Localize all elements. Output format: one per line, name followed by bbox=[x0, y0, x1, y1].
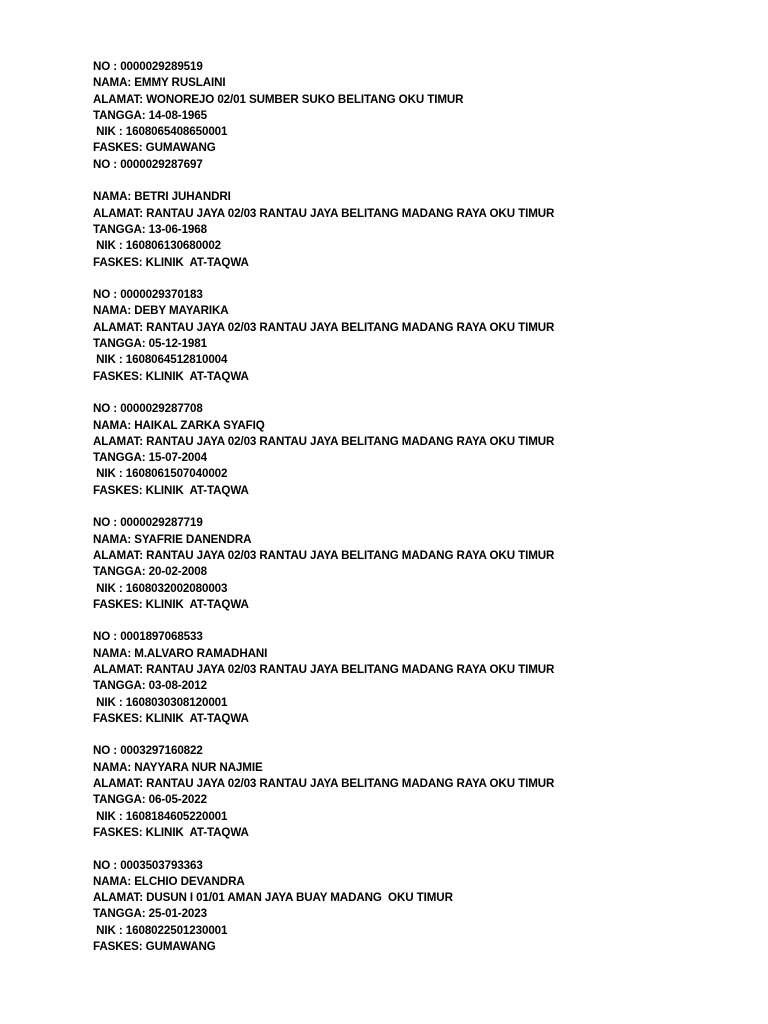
text-line: NAMA: EMMY RUSLAINI bbox=[93, 76, 226, 90]
text-line: NO : 0000029287708 bbox=[93, 402, 203, 416]
blank-line bbox=[93, 613, 733, 629]
text-line: NO : 0000029289519 bbox=[93, 60, 203, 73]
text-line: FASKES: KLINIK AT-TAQWA bbox=[93, 255, 249, 269]
text-line: FASKES: GUMAWANG bbox=[93, 141, 216, 155]
blank-line bbox=[93, 727, 733, 743]
text-line: NAMA: BETRI JUHANDRI bbox=[93, 190, 231, 204]
text-line: FASKES: KLINIK AT-TAQWA bbox=[93, 825, 249, 839]
blank-line bbox=[93, 841, 733, 857]
text-line: TANGGA: 20-02-2008 bbox=[93, 565, 207, 579]
document-body bbox=[93, 59, 733, 955]
text-line: FASKES: GUMAWANG bbox=[93, 940, 216, 954]
text-line: TANGGA: 14-08-1965 bbox=[93, 108, 207, 122]
text-line: NO : 0001897068533 bbox=[93, 630, 203, 644]
text-line: NIK : 1608061507040002 bbox=[93, 467, 228, 481]
text-line: NIK : 1608032002080003 bbox=[93, 581, 228, 595]
text-line: TANGGA: 03-08-2012 bbox=[93, 679, 207, 693]
text-line: NIK : 160806130680002 bbox=[93, 239, 222, 253]
text-line: ALAMAT: RANTAU JAYA 02/03 RANTAU JAYA BELITANG MADANG RAYA OKU TIMUR bbox=[93, 662, 555, 676]
text-line: ALAMAT: RANTAU JAYA 02/03 RANTAU JAYA BELITANG MADANG RAYA OKU TIMUR bbox=[93, 206, 555, 220]
text-line: NO : 0000029287697 bbox=[93, 157, 203, 171]
text-line: NAMA: NAYYARA NUR NAJMIE bbox=[93, 760, 263, 774]
text-line: ALAMAT: RANTAU JAYA 02/03 RANTAU JAYA BELITANG MADANG RAYA OKU TIMUR bbox=[93, 320, 555, 334]
text-line: FASKES: KLINIK AT-TAQWA bbox=[93, 483, 249, 497]
text-line: ALAMAT: RANTAU JAYA 02/03 RANTAU JAYA BELITANG MADANG RAYA OKU TIMUR bbox=[93, 548, 555, 562]
text-line: FASKES: KLINIK AT-TAQWA bbox=[93, 711, 249, 725]
text-line: TANGGA: 05-12-1981 bbox=[93, 337, 207, 351]
text-line: FASKES: KLINIK AT-TAQWA bbox=[93, 597, 249, 611]
text-line: NO : 0000029287719 bbox=[93, 516, 203, 530]
text-line: NIK : 1608064512810004 bbox=[93, 353, 228, 367]
blank-line bbox=[93, 385, 733, 401]
text-line: NIK : 1608065408650001 bbox=[93, 125, 228, 139]
text-line: TANGGA: 06-05-2022 bbox=[93, 793, 207, 807]
text-line: NO : 0003297160822 bbox=[93, 744, 203, 758]
text-line: TANGGA: 13-06-1968 bbox=[93, 222, 207, 236]
text-line: NIK : 1608022501230001 bbox=[93, 923, 228, 937]
text-line: TANGGA: 15-07-2004 bbox=[93, 451, 207, 465]
text-line: ALAMAT: WONOREJO 02/01 SUMBER SUKO BELITANG OKU TIMUR bbox=[93, 92, 464, 106]
text-line: ALAMAT: RANTAU JAYA 02/03 RANTAU JAYA BELITANG MADANG RAYA OKU TIMUR bbox=[93, 434, 555, 448]
blank-line bbox=[93, 271, 733, 287]
text-line: NAMA: HAIKAL ZARKA SYAFIQ bbox=[93, 418, 265, 432]
text-line: TANGGA: 25-01-2023 bbox=[93, 907, 207, 921]
text-line: NIK : 1608184605220001 bbox=[93, 809, 228, 823]
text-line: ALAMAT: RANTAU JAYA 02/03 RANTAU JAYA BELITANG MADANG RAYA OKU TIMUR bbox=[93, 777, 555, 791]
text-line: ALAMAT: DUSUN I 01/01 AMAN JAYA BUAY MADANG OKU TIMUR bbox=[93, 891, 453, 905]
blank-line bbox=[93, 499, 733, 515]
text-line: NAMA: DEBY MAYARIKA bbox=[93, 304, 229, 318]
text-line: NIK : 1608030308120001 bbox=[93, 695, 228, 709]
text-line: FASKES: KLINIK AT-TAQWA bbox=[93, 369, 249, 383]
text-line: NAMA: ELCHIO DEVANDRA bbox=[93, 874, 245, 888]
blank-line bbox=[93, 173, 733, 189]
text-line: NAMA: M.ALVARO RAMADHANI bbox=[93, 646, 268, 660]
text-line: NO : 0003503793363 bbox=[93, 858, 203, 872]
text-line: NAMA: SYAFRIE DANENDRA bbox=[93, 532, 252, 546]
text-line: NO : 0000029370183 bbox=[93, 288, 203, 302]
